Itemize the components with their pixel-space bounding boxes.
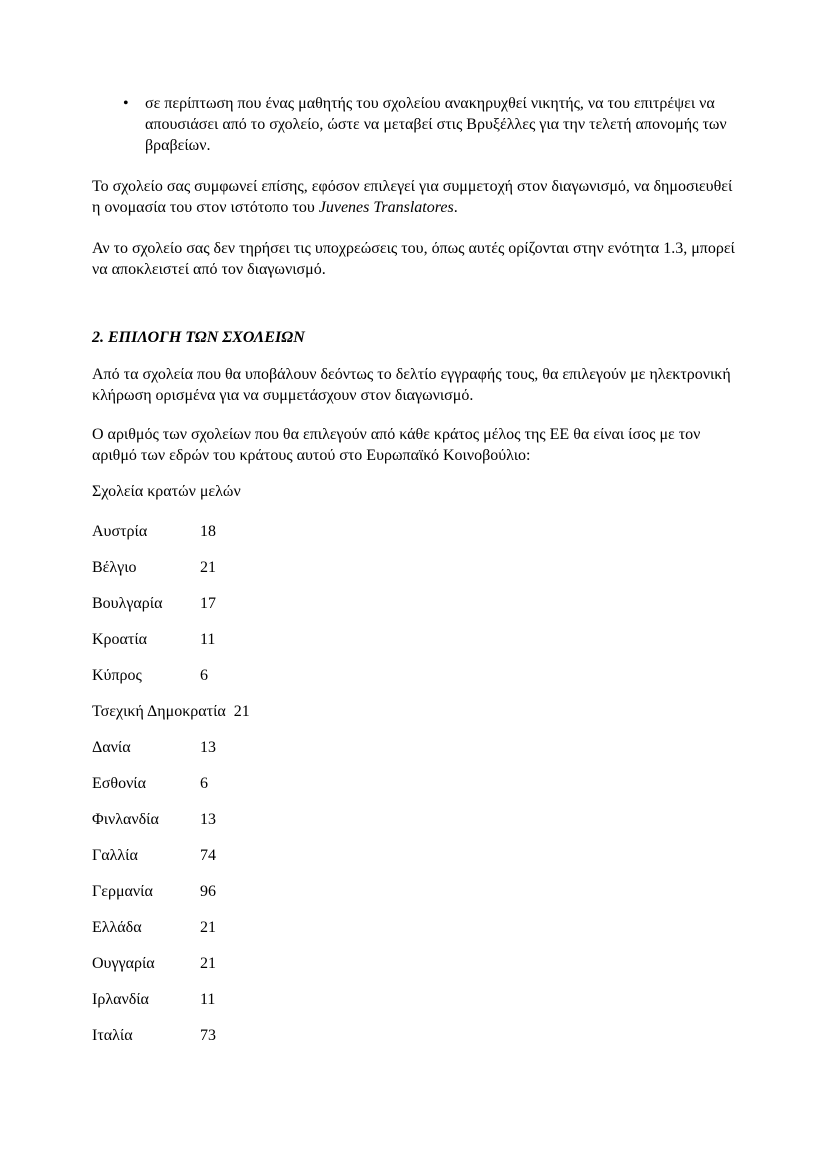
country-name: Γαλλία xyxy=(92,847,138,864)
seat-count: 96 xyxy=(200,883,216,900)
seat-count: 6 xyxy=(200,667,208,684)
member-states-table xyxy=(92,521,737,1046)
country-name: Ουγγαρία xyxy=(92,955,155,972)
country-name: Γερμανία xyxy=(92,883,153,900)
bullet-item-text: σε περίπτωση που ένας μαθητής του σχολείου ανακηρυχθεί νικητής, να του επιτρέψει να απουσιάσει από το σχολείο, ώστε να μεταβεί στις Βρυξέλλες για την τελετή απονομής των βραβείων. xyxy=(145,95,727,154)
seat-count: 73 xyxy=(200,1027,216,1044)
table-row xyxy=(92,521,737,542)
table-row xyxy=(92,593,737,614)
table-row xyxy=(92,845,737,866)
table-caption: Σχολεία κρατών μελών xyxy=(92,483,241,500)
table-row xyxy=(92,881,737,902)
table-row xyxy=(92,701,737,722)
country-name: Βέλγιο xyxy=(92,559,137,576)
country-name: Κύπρος xyxy=(92,667,142,684)
paragraph-publish xyxy=(92,176,737,218)
country-name: Κροατία xyxy=(92,631,148,648)
table-row xyxy=(92,773,737,794)
table-row xyxy=(92,665,737,686)
table-row xyxy=(92,557,737,578)
paragraph-publish-text: Το σχολείο σας συμφωνεί επίσης, εφόσον επιλεγεί για συμμετοχή στον διαγωνισμό, να δημοσιευθεί η ονομασία του στον ιστότοπο του xyxy=(92,178,733,216)
seat-count: 21 xyxy=(233,703,250,720)
seat-count: 6 xyxy=(200,775,208,792)
country-name: Εσθονία xyxy=(92,775,146,792)
seat-count: 74 xyxy=(200,847,216,864)
seat-count: 13 xyxy=(200,739,216,756)
paragraph-lottery: Από τα σχολεία που θα υποβάλουν δεόντως το δελτίο εγγραφής τους, θα επιλεγούν με ηλεκτρονική κλήρωση ορισμένα για να συμμετάσχουν στον διαγωνισμό. xyxy=(92,366,731,404)
paragraph-exclusion: Αν το σχολείο σας δεν τηρήσει τις υποχρεώσεις του, όπως αυτές ορίζονται στην ενότητα 1.3, μπορεί να αποκλειστεί από τον διαγωνισμό. xyxy=(92,240,735,278)
table-row xyxy=(92,1025,737,1046)
seat-count: 21 xyxy=(200,955,216,972)
seat-count: 11 xyxy=(200,991,216,1008)
country-name: Αυστρία xyxy=(92,523,148,540)
country-name: Ελλάδα xyxy=(92,919,142,936)
table-row xyxy=(92,809,737,830)
country-name: Ιταλία xyxy=(92,1027,133,1044)
paragraph-publish-italic-title: Juvenes Translatores xyxy=(318,199,454,216)
seat-count: 17 xyxy=(200,595,216,612)
seat-count: 21 xyxy=(200,919,216,936)
seat-count: 11 xyxy=(200,631,216,648)
table-row xyxy=(92,989,737,1010)
country-name: Τσεχική Δημοκρατία xyxy=(92,703,226,720)
bullet-icon: • xyxy=(123,95,129,112)
seat-count: 21 xyxy=(200,559,216,576)
paragraph-seats: Ο αριθμός των σχολείων που θα επιλεγούν από κάθε κράτος μέλος της ΕΕ θα είναι ίσος με τον αριθμό των εδρών του κράτους αυτού στο Ευρωπαϊκό Κοινοβούλιο: xyxy=(92,426,701,464)
seat-count: 18 xyxy=(200,523,216,540)
paragraph-publish-period: . xyxy=(453,199,458,216)
section-heading: 2. ΕΠΙΛΟΓΗ ΤΩΝ ΣΧΟΛΕΙΩΝ xyxy=(92,329,305,346)
country-name: Φινλανδία xyxy=(92,811,159,828)
table-row xyxy=(92,737,737,758)
bullet-list-item xyxy=(92,93,737,156)
table-row xyxy=(92,917,737,938)
table-row xyxy=(92,953,737,974)
seat-count: 13 xyxy=(200,811,216,828)
table-row xyxy=(92,629,737,650)
country-name: Δανία xyxy=(92,739,131,756)
country-name: Βουλγαρία xyxy=(92,595,163,612)
country-name: Ιρλανδία xyxy=(92,991,149,1008)
